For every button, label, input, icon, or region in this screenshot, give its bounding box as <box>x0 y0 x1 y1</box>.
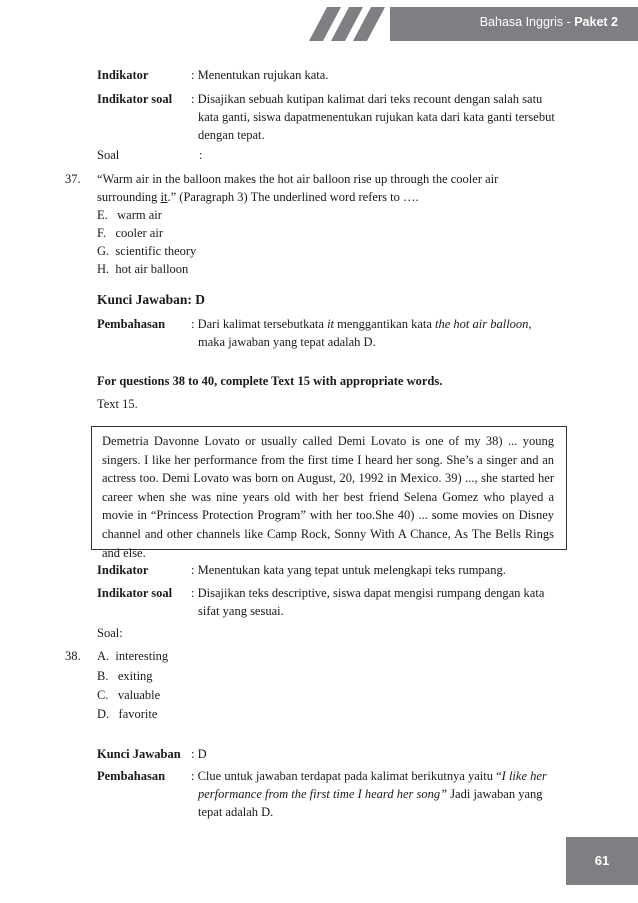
option-e: E. warm air <box>97 208 162 222</box>
soal-label: Soal: <box>97 626 123 640</box>
indikator-soal-label: Indikator soal <box>97 586 173 600</box>
answer-key-value: : D <box>191 747 207 761</box>
indikator-label: Indikator <box>97 68 149 82</box>
instruction: For questions 38 to 40, complete Text 15 with appropriate words. <box>97 374 443 388</box>
pembahasan-text: performance from the first time I heard her song” Jadi jawaban yang <box>198 787 543 801</box>
indikator-soal-line: : Disajikan teks descriptive, siswa dapat mengisi rumpang dengan kata <box>191 586 545 600</box>
answer-key-label: Kunci Jawaban <box>97 747 181 761</box>
indikator-text: : Menentukan kata yang tepat untuk melengkapi teks rumpang. <box>191 563 506 577</box>
indikator-soal-line: sifat yang sesuai. <box>198 604 284 618</box>
soal-colon: : <box>199 148 203 162</box>
pembahasan-text: maka jawaban yang tepat adalah D. <box>198 335 376 349</box>
option-d: D. favorite <box>97 707 158 721</box>
pembahasan-label: Pembahasan <box>97 769 166 783</box>
indikator-soal-line: kata ganti, siswa dapatmenentukan rujukan kata dari kata ganti tersebut <box>198 110 555 124</box>
soal-label: Soal <box>97 148 120 162</box>
pembahasan-text: : Dari kalimat tersebutkata it menggantikan kata the hot air balloon, <box>191 317 532 331</box>
option-a: A. interesting <box>97 649 169 663</box>
option-c: C. valuable <box>97 688 161 702</box>
question-number: 38. <box>65 649 81 663</box>
passage-text: Demetria Davonne Lovato or usually called Demi Lovato is one of my 38) ... young singers. I like her performance from the first time I heard her song. She’s a singer and an actress too. Demi Lovato was born on August, 20, 1992 in Mexico. 39) ..., she started her career when she was nine years old with her best friend Selena Gomez who played a movie in “Princess Protection Program” with her too.She 40) ... some movies on Disney channel and other channels like Camp Rock, Sonny With A Chance, As The Bells Rings and else. <box>102 434 554 560</box>
passage-box <box>91 426 567 560</box>
indikator-soal-label: Indikator soal <box>97 92 173 106</box>
option-h: H. hot air balloon <box>97 262 189 276</box>
page-number: 61 <box>566 837 638 885</box>
indikator-text: : Menentukan rujukan kata. <box>191 68 329 82</box>
option-b: B. exiting <box>97 669 153 683</box>
pembahasan-text: tepat adalah D. <box>198 805 274 819</box>
text-title: Text 15. <box>97 397 138 411</box>
option-f: F. cooler air <box>97 226 163 240</box>
question-text: “Warm air in the balloon makes the hot air balloon rise up through the cooler air <box>97 172 499 186</box>
indikator-soal-line: dengan tepat. <box>198 128 265 142</box>
pembahasan-label: Pembahasan <box>97 317 166 331</box>
indikator-soal-line: : Disajikan sebuah kutipan kalimat dari teks recount dengan salah satu <box>191 92 543 106</box>
question-number: 37. <box>65 172 81 186</box>
pembahasan-text: : Clue untuk jawaban terdapat pada kalimat berikutnya yaitu “I like her <box>191 769 547 783</box>
answer-key: Kunci Jawaban: D <box>97 292 206 307</box>
option-g: G. scientific theory <box>97 244 197 258</box>
indikator-label: Indikator <box>97 563 149 577</box>
header-title: Bahasa Inggris - Paket 2 <box>479 15 618 29</box>
question-text: surrounding it.” (Paragraph 3) The underlined word refers to …. <box>97 190 419 204</box>
